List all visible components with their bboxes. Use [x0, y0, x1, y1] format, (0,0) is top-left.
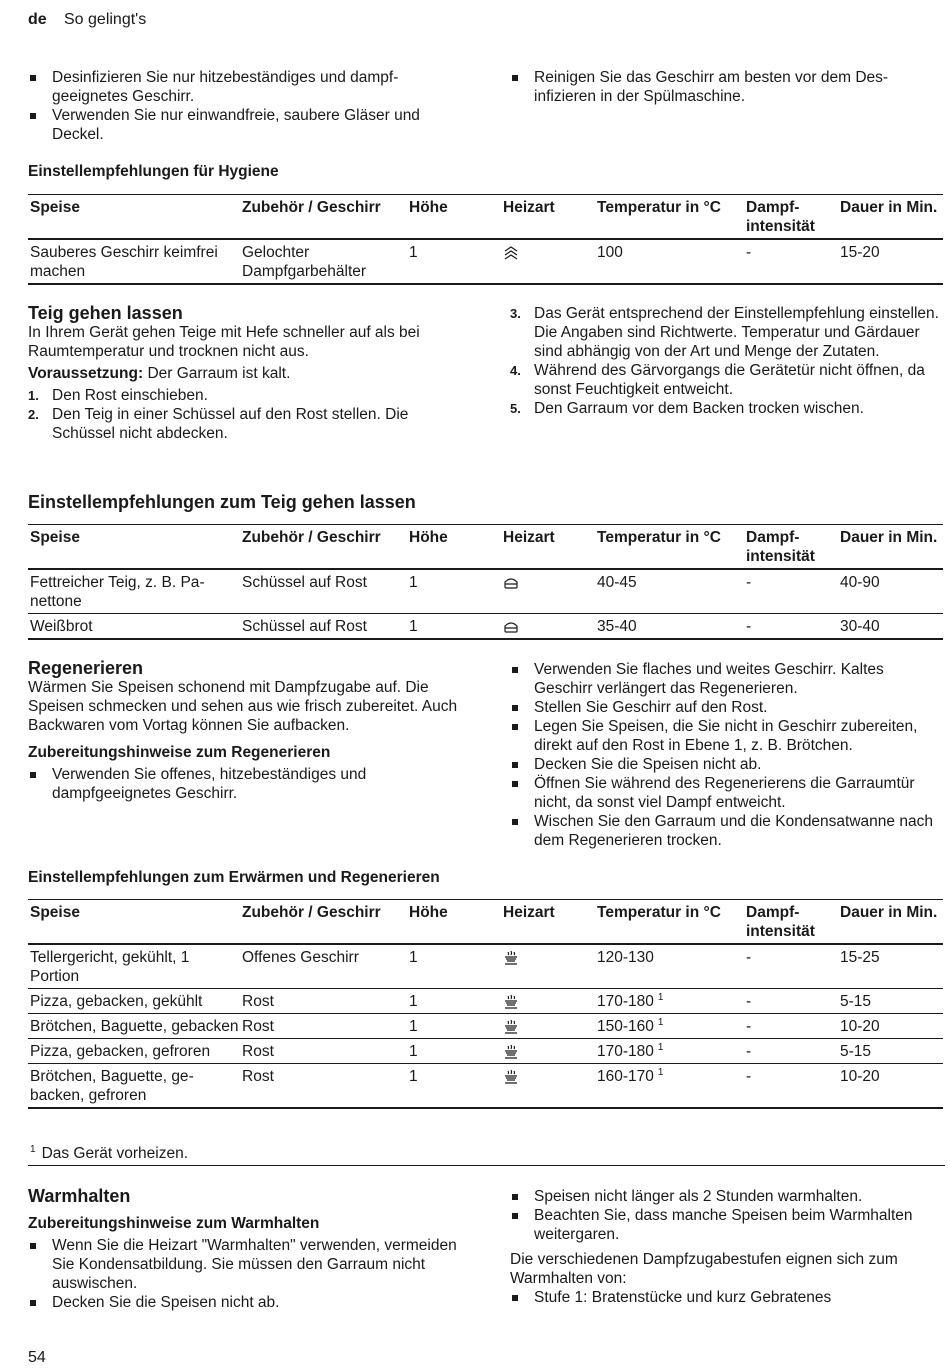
- step-item: 4. Während des Gärvorgangs die Gerätetür nicht öffnen, da sonst Feuchtigkeit entweicht.: [510, 362, 925, 398]
- cell-temperatur: 170-180 $^1$: [595, 1039, 744, 1064]
- cell-dampf: -: [744, 944, 838, 989]
- regen-title: Regenerieren: [28, 658, 144, 678]
- cell-hoehe: 1: [407, 989, 501, 1014]
- col-temperatur: Temperatur in °C: [595, 900, 744, 945]
- cell-hoehe: 1: [407, 1039, 501, 1064]
- cell-zubehoer: Rost: [240, 1014, 407, 1039]
- col-hoehe: Höhe: [407, 900, 501, 945]
- cell-dauer: 10-20: [838, 1014, 943, 1039]
- col-heizart: Heizart: [501, 900, 595, 945]
- footnote-ref: 1: [657, 1042, 664, 1053]
- list-item: Öffnen Sie während des Regenerierens die Garraumtür nicht, da sonst viel Dampf entweicht.: [510, 774, 945, 812]
- footnote-ref: 1: [657, 992, 664, 1003]
- proofing-icon: [503, 575, 519, 591]
- col-dampf: Dampf-intensität: [744, 195, 838, 240]
- cell-dampf: -: [744, 989, 838, 1014]
- teig-table: [28, 524, 943, 640]
- intro-right: [510, 68, 940, 106]
- hygiene-table: [28, 194, 943, 285]
- list-item: Wischen Sie den Garraum und die Kondensatwanne nach dem Regenerieren trocken.: [510, 812, 945, 850]
- cell-temperatur: 40-45: [595, 569, 744, 614]
- cell-temperatur: 100: [595, 239, 744, 284]
- cell-speise: Sauberes Geschirr keimfrei machen: [28, 239, 240, 284]
- cell-temperatur: 35-40: [595, 614, 744, 640]
- table-row: [28, 1014, 943, 1039]
- col-dauer: Dauer in Min.: [838, 900, 943, 945]
- col-temperatur: Temperatur in °C: [595, 525, 744, 570]
- col-heizart: Heizart: [501, 195, 595, 240]
- regenerate-icon: [503, 950, 519, 966]
- teig-title: Teig gehen lassen: [28, 303, 183, 323]
- cell-temperatur: 120-130: [595, 944, 744, 989]
- cell-zubehoer: Rost: [240, 1064, 407, 1109]
- cell-dampf: -: [744, 1064, 838, 1109]
- cell-dauer: 15-20: [838, 239, 943, 284]
- cell-dauer: 15-25: [838, 944, 943, 989]
- cell-dauer: 5-15: [838, 989, 943, 1014]
- prereq-label: Voraussetzung:: [28, 365, 144, 382]
- col-dauer: Dauer in Min.: [838, 195, 943, 240]
- regenerate-icon: [503, 1044, 519, 1060]
- cell-speise: Pizza, gebacken, gekühlt: [28, 989, 240, 1014]
- col-dampf: Dampf-intensität: [744, 525, 838, 570]
- cell-dauer: 40-90: [838, 569, 943, 614]
- table-row: [28, 1039, 943, 1064]
- warm-para: Die verschiedenen Dampfzugabestufen eignen sich zum Warmhalten von:: [510, 1251, 898, 1287]
- cell-zubehoer: Rost: [240, 989, 407, 1014]
- regen-left: [28, 659, 460, 803]
- cell-speise: Weißbrot: [28, 614, 240, 640]
- teig-left: [28, 304, 460, 443]
- cell-dampf: -: [744, 1039, 838, 1064]
- col-hoehe: Höhe: [407, 195, 501, 240]
- step-item: 5. Den Garraum vor dem Backen trocken wischen.: [510, 400, 864, 417]
- regenerate-icon: [503, 994, 519, 1010]
- cell-zubehoer: Rost: [240, 1039, 407, 1064]
- regen-subtitle: Zubereitungshinweise zum Regenerieren: [28, 744, 331, 761]
- cell-heizart: [501, 1039, 595, 1064]
- teig-table-title: Einstellempfehlungen zum Teig gehen lassen: [28, 492, 416, 512]
- col-dampf: Dampf-intensität: [744, 900, 838, 945]
- step-item: 2. Den Teig in einer Schüssel auf den Rost stellen. Die Schüssel nicht abdecken.: [28, 406, 409, 442]
- list-item: Desinfizieren Sie nur hitzebeständiges und dampfgeeignetes Geschirr.: [28, 68, 458, 106]
- cell-dampf: -: [744, 239, 838, 284]
- cell-dauer: 5-15: [838, 1039, 943, 1064]
- table-header-row: [28, 900, 943, 945]
- cell-temperatur: 170-180 $^1$: [595, 989, 744, 1014]
- cell-dampf: -: [744, 1014, 838, 1039]
- table-header-row: [28, 195, 943, 240]
- footnote-mark: 1: [30, 1144, 36, 1155]
- cell-heizart: [501, 989, 595, 1014]
- regenerate-icon: [503, 1069, 519, 1085]
- section-header: So gelingt's: [64, 11, 147, 28]
- regen-table: [28, 899, 943, 1109]
- table-row: [28, 614, 943, 640]
- table-header-row: [28, 525, 943, 570]
- cell-zubehoer: Gelochter Dampfgarbehälter: [240, 239, 407, 284]
- list-item: Legen Sie Speisen, die Sie nicht in Geschirr zubereiten, direkt auf den Rost in Ebene 1, z. B. Brötchen.: [510, 717, 945, 755]
- page-number: 54: [28, 1349, 46, 1366]
- table-row: [28, 989, 943, 1014]
- list-item: Stellen Sie Geschirr auf den Rost.: [510, 698, 945, 717]
- regenerate-icon: [503, 1019, 519, 1035]
- cell-hoehe: 1: [407, 614, 501, 640]
- list-item: Stufe 1: Bratenstücke und kurz Gebratenes: [510, 1288, 945, 1307]
- col-zubehoer: Zubehör / Geschirr: [240, 195, 407, 240]
- table-row: [28, 239, 943, 284]
- table-row: [28, 569, 943, 614]
- warm-right: [510, 1187, 945, 1307]
- cell-hoehe: 1: [407, 239, 501, 284]
- regen-table-title: Einstellempfehlungen zum Erwärmen und Regenerieren: [28, 869, 440, 886]
- cell-heizart: [501, 569, 595, 614]
- cell-zubehoer: Schüssel auf Rost: [240, 614, 407, 640]
- cell-heizart: [501, 239, 595, 284]
- list-item: Reinigen Sie das Geschirr am besten vor dem Desinfizieren in der Spülmaschine.: [510, 68, 940, 106]
- cell-hoehe: 1: [407, 569, 501, 614]
- step-item: 3. Das Gerät entsprechend der Einstellempfehlung einstellen. Die Angaben sind Richtwerte. Temperatur und Gärdauer sind abhängig von der Art und Menge der Zutaten.: [510, 305, 939, 360]
- intro-left: [28, 68, 458, 144]
- col-heizart: Heizart: [501, 525, 595, 570]
- cell-speise: Fettreicher Teig, z. B. Panettone: [28, 569, 240, 614]
- cell-heizart: [501, 1014, 595, 1039]
- cell-hoehe: 1: [407, 944, 501, 989]
- list-item: Verwenden Sie nur einwandfreie, saubere Gläser und Deckel.: [28, 106, 458, 144]
- list-item: Verwenden Sie offenes, hitzebeständiges und dampfgeeignetes Geschirr.: [28, 765, 460, 803]
- cell-speise: Pizza, gebacken, gefroren: [28, 1039, 240, 1064]
- step-item: 1. Den Rost einschieben.: [28, 387, 208, 404]
- teig-prereq: [28, 364, 460, 383]
- col-hoehe: Höhe: [407, 525, 501, 570]
- table-footnote: [28, 1141, 945, 1166]
- teig-intro: In Ihrem Gerät gehen Teige mit Hefe schneller auf als bei Raumtemperatur und trocknen nicht aus.: [28, 324, 420, 360]
- list-item: Verwenden Sie flaches und weites Geschirr. Kaltes Geschirr verlängert das Regenerieren.: [510, 660, 945, 698]
- list-item: Speisen nicht länger als 2 Stunden warmhalten.: [510, 1187, 945, 1206]
- table-row: [28, 1064, 943, 1109]
- col-dauer: Dauer in Min.: [838, 525, 943, 570]
- cell-zubehoer: Schüssel auf Rost: [240, 569, 407, 614]
- col-speise: Speise: [28, 900, 240, 945]
- hygiene-title: Einstellempfehlungen für Hygiene: [28, 163, 279, 180]
- footnote-ref: 1: [657, 1017, 664, 1028]
- cell-speise: Brötchen, Baguette, gebacken, gefroren: [28, 1064, 240, 1109]
- warm-subtitle: Zubereitungshinweise zum Warmhalten: [28, 1215, 320, 1232]
- warm-title: Warmhalten: [28, 1186, 131, 1206]
- cell-temperatur: 160-170 $^1$: [595, 1064, 744, 1109]
- cell-zubehoer: Offenes Geschirr: [240, 944, 407, 989]
- col-temperatur: Temperatur in °C: [595, 195, 744, 240]
- regen-right: [510, 660, 945, 850]
- proofing-icon: [503, 619, 519, 635]
- list-item: Decken Sie die Speisen nicht ab.: [510, 755, 945, 774]
- list-item: Wenn Sie die Heizart "Warmhalten" verwenden, vermeiden Sie Kondensatbildung. Sie müssen den Garraum nicht auswischen.: [28, 1236, 463, 1293]
- col-speise: Speise: [28, 525, 240, 570]
- col-zubehoer: Zubehör / Geschirr: [240, 525, 407, 570]
- steam-heat-icon: [503, 245, 519, 261]
- cell-temperatur: 150-160 $^1$: [595, 1014, 744, 1039]
- col-zubehoer: Zubehör / Geschirr: [240, 900, 407, 945]
- regen-intro: Wärmen Sie Speisen schonend mit Dampfzugabe auf. Die Speisen schmecken und sehen aus wie frisch zubereitet. Auch Backwaren vom Vortag können Sie aufbacken.: [28, 679, 458, 734]
- footnote-text: Das Gerät vorheizen.: [41, 1145, 189, 1162]
- cell-heizart: [501, 1064, 595, 1109]
- cell-speise: Brötchen, Baguette, gebacken: [28, 1014, 240, 1039]
- table-row: [28, 944, 943, 989]
- teig-right: [510, 304, 942, 418]
- prereq-text: Der Garraum ist kalt.: [147, 365, 291, 382]
- footnote-ref: 1: [657, 1067, 664, 1078]
- cell-dauer: 30-40: [838, 614, 943, 640]
- cell-hoehe: 1: [407, 1014, 501, 1039]
- list-item: Decken Sie die Speisen nicht ab.: [28, 1293, 463, 1312]
- cell-heizart: [501, 944, 595, 989]
- list-item: Beachten Sie, dass manche Speisen beim Warmhalten weitergaren.: [510, 1206, 945, 1244]
- col-speise: Speise: [28, 195, 240, 240]
- cell-speise: Tellergericht, gekühlt, 1 Portion: [28, 944, 240, 989]
- language-tag: de: [28, 11, 47, 28]
- warm-left: [28, 1187, 463, 1312]
- cell-dampf: -: [744, 614, 838, 640]
- cell-hoehe: 1: [407, 1064, 501, 1109]
- cell-dauer: 10-20: [838, 1064, 943, 1109]
- cell-dampf: -: [744, 569, 838, 614]
- cell-heizart: [501, 614, 595, 640]
